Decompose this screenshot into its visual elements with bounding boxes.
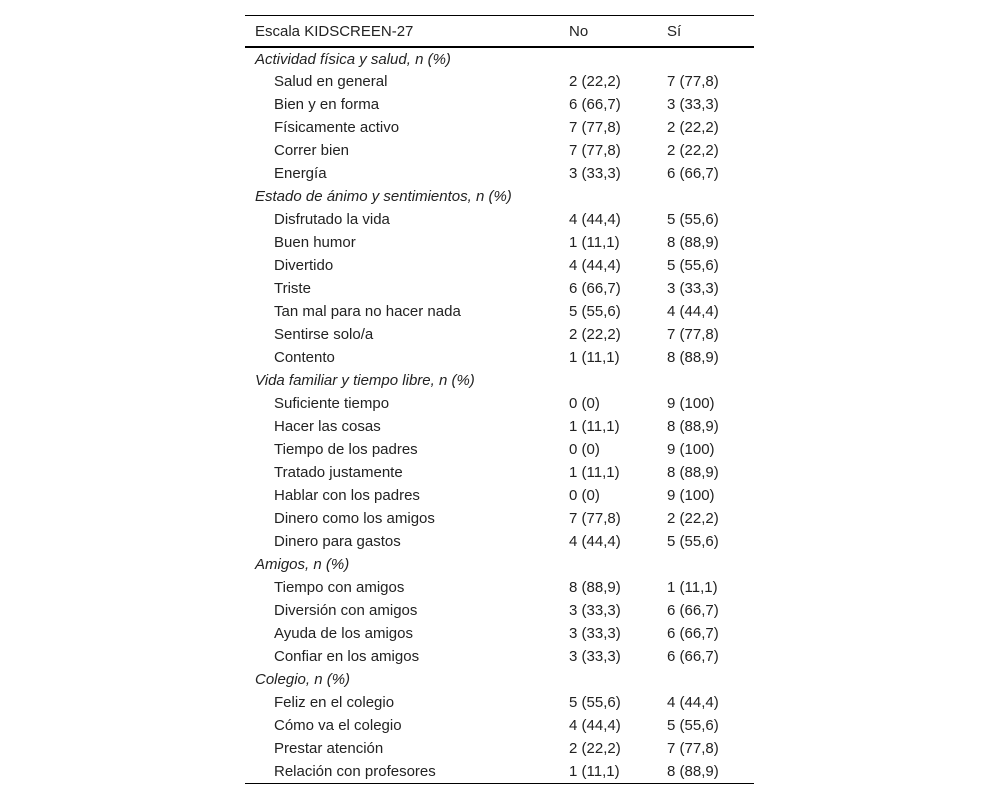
value-si: 4 (44,4) [667, 694, 719, 711]
table-row [245, 300, 754, 323]
item-label: Contento [274, 349, 335, 366]
value-si: 7 (77,8) [667, 73, 719, 90]
value-si: 9 (100) [667, 395, 715, 412]
value-no: 7 (77,8) [569, 510, 621, 527]
value-no: 3 (33,3) [569, 165, 621, 182]
empty-cell [657, 47, 754, 70]
table-row [245, 346, 754, 369]
table-row [245, 645, 754, 668]
value-si: 6 (66,7) [667, 165, 719, 182]
table-row [245, 530, 754, 553]
item-label: Bien y en forma [274, 96, 380, 113]
value-si: 2 (22,2) [667, 142, 719, 159]
empty-cell [657, 185, 754, 208]
table-row [245, 139, 754, 162]
item-label: Tratado justamente [274, 464, 403, 481]
value-si: 5 (55,6) [667, 717, 719, 734]
value-si: 1 (11,1) [667, 579, 718, 596]
value-no: 8 (88,9) [569, 579, 621, 596]
kidscreen-table [245, 15, 754, 784]
header-no: No [569, 22, 589, 40]
empty-cell [657, 668, 754, 691]
section-title: Colegio, n (%) [255, 671, 351, 688]
value-si: 9 (100) [667, 441, 715, 458]
value-no: 0 (0) [569, 487, 600, 504]
item-label: Tan mal para no hacer nada [274, 303, 461, 320]
table-row [245, 714, 754, 737]
value-si: 6 (66,7) [667, 648, 719, 665]
table-row [245, 323, 754, 346]
table-body [245, 47, 754, 783]
empty-cell [657, 553, 754, 576]
table-row [245, 93, 754, 116]
item-label: Dinero como los amigos [274, 510, 435, 527]
header-si: Sí [667, 22, 682, 40]
value-si: 5 (55,6) [667, 257, 719, 274]
value-no: 7 (77,8) [569, 142, 621, 159]
value-no: 2 (22,2) [569, 740, 621, 757]
value-no: 4 (44,4) [569, 533, 621, 550]
table-row [245, 231, 754, 254]
item-label: Ayuda de los amigos [274, 625, 413, 642]
value-no: 2 (22,2) [569, 326, 621, 343]
value-no: 7 (77,8) [569, 119, 621, 136]
table-row [245, 208, 754, 231]
table-row [245, 116, 754, 139]
item-label: Dinero para gastos [274, 533, 401, 550]
empty-cell [559, 47, 657, 70]
item-label: Triste [274, 280, 311, 297]
value-no: 1 (11,1) [569, 464, 620, 481]
item-label: Sentirse solo/a [274, 326, 374, 343]
header-row [245, 16, 754, 48]
item-label: Energía [274, 165, 327, 182]
table-row [245, 70, 754, 93]
item-label: Buen humor [274, 234, 356, 251]
value-no: 5 (55,6) [569, 303, 621, 320]
value-no: 0 (0) [569, 441, 600, 458]
value-no: 3 (33,3) [569, 625, 621, 642]
value-si: 8 (88,9) [667, 349, 719, 366]
item-label: Prestar atención [274, 740, 384, 757]
item-label: Diversión con amigos [274, 602, 418, 619]
item-label: Hacer las cosas [274, 418, 381, 435]
header-scale: Escala KIDSCREEN-27 [255, 22, 414, 40]
table-row [245, 691, 754, 714]
table-row [245, 576, 754, 599]
section-row [245, 185, 754, 208]
section-row [245, 553, 754, 576]
table-row [245, 162, 754, 185]
kidscreen-table-container [245, 15, 754, 784]
item-label: Confiar en los amigos [274, 648, 420, 665]
section-title: Estado de ánimo y sentimientos, n (%) [255, 188, 512, 205]
value-no: 4 (44,4) [569, 257, 621, 274]
empty-cell [559, 369, 657, 392]
empty-cell [559, 668, 657, 691]
value-si: 6 (66,7) [667, 602, 719, 619]
table-row [245, 254, 754, 277]
value-si: 8 (88,9) [667, 464, 719, 481]
value-si: 8 (88,9) [667, 418, 719, 435]
section-title: Vida familiar y tiempo libre, n (%) [255, 372, 475, 389]
value-no: 1 (11,1) [569, 349, 620, 366]
value-si: 3 (33,3) [667, 96, 719, 113]
value-si: 8 (88,9) [667, 234, 719, 251]
value-si: 8 (88,9) [667, 762, 719, 780]
table-row [245, 599, 754, 622]
value-no: 2 (22,2) [569, 73, 621, 90]
value-no: 0 (0) [569, 395, 600, 412]
item-label: Feliz en el colegio [274, 694, 395, 711]
item-label: Físicamente activo [274, 119, 400, 136]
table-row [245, 737, 754, 760]
table-row [245, 622, 754, 645]
section-row [245, 369, 754, 392]
item-label: Correr bien [274, 142, 350, 159]
item-label: Hablar con los padres [274, 487, 420, 504]
table-row [245, 484, 754, 507]
table-row [245, 415, 754, 438]
section-row [245, 47, 754, 70]
value-no: 5 (55,6) [569, 694, 621, 711]
item-label: Salud en general [274, 73, 388, 90]
value-si: 2 (22,2) [667, 510, 719, 527]
table-row [245, 507, 754, 530]
value-no: 4 (44,4) [569, 211, 621, 228]
value-no: 1 (11,1) [569, 418, 620, 435]
empty-cell [559, 553, 657, 576]
value-no: 6 (66,7) [569, 280, 621, 297]
value-no: 1 (11,1) [569, 234, 620, 251]
item-label: Suficiente tiempo [274, 395, 390, 412]
value-si: 7 (77,8) [667, 326, 719, 343]
table-row [245, 461, 754, 484]
item-label: Disfrutado la vida [274, 211, 390, 228]
table-header [245, 16, 754, 48]
item-label: Cómo va el colegio [274, 717, 402, 734]
value-si: 9 (100) [667, 487, 715, 504]
value-no: 4 (44,4) [569, 717, 621, 734]
value-si: 5 (55,6) [667, 533, 719, 550]
value-no: 1 (11,1) [569, 762, 620, 780]
item-label: Tiempo con amigos [274, 579, 405, 596]
item-label: Divertido [274, 257, 334, 274]
item-label: Relación con profesores [274, 762, 436, 780]
table-row [245, 438, 754, 461]
section-title: Amigos, n (%) [255, 556, 350, 573]
value-si: 4 (44,4) [667, 303, 719, 320]
table-row [245, 277, 754, 300]
value-si: 6 (66,7) [667, 625, 719, 642]
item-label: Tiempo de los padres [274, 441, 418, 458]
table-row [245, 392, 754, 415]
value-si: 7 (77,8) [667, 740, 719, 757]
value-no: 6 (66,7) [569, 96, 621, 113]
section-row [245, 668, 754, 691]
table-row [245, 760, 754, 783]
value-si: 5 (55,6) [667, 211, 719, 228]
value-no: 3 (33,3) [569, 602, 621, 619]
value-no: 3 (33,3) [569, 648, 621, 665]
value-si: 2 (22,2) [667, 119, 719, 136]
empty-cell [657, 369, 754, 392]
empty-cell [559, 185, 657, 208]
value-si: 3 (33,3) [667, 280, 719, 297]
section-title: Actividad física y salud, n (%) [255, 50, 451, 68]
